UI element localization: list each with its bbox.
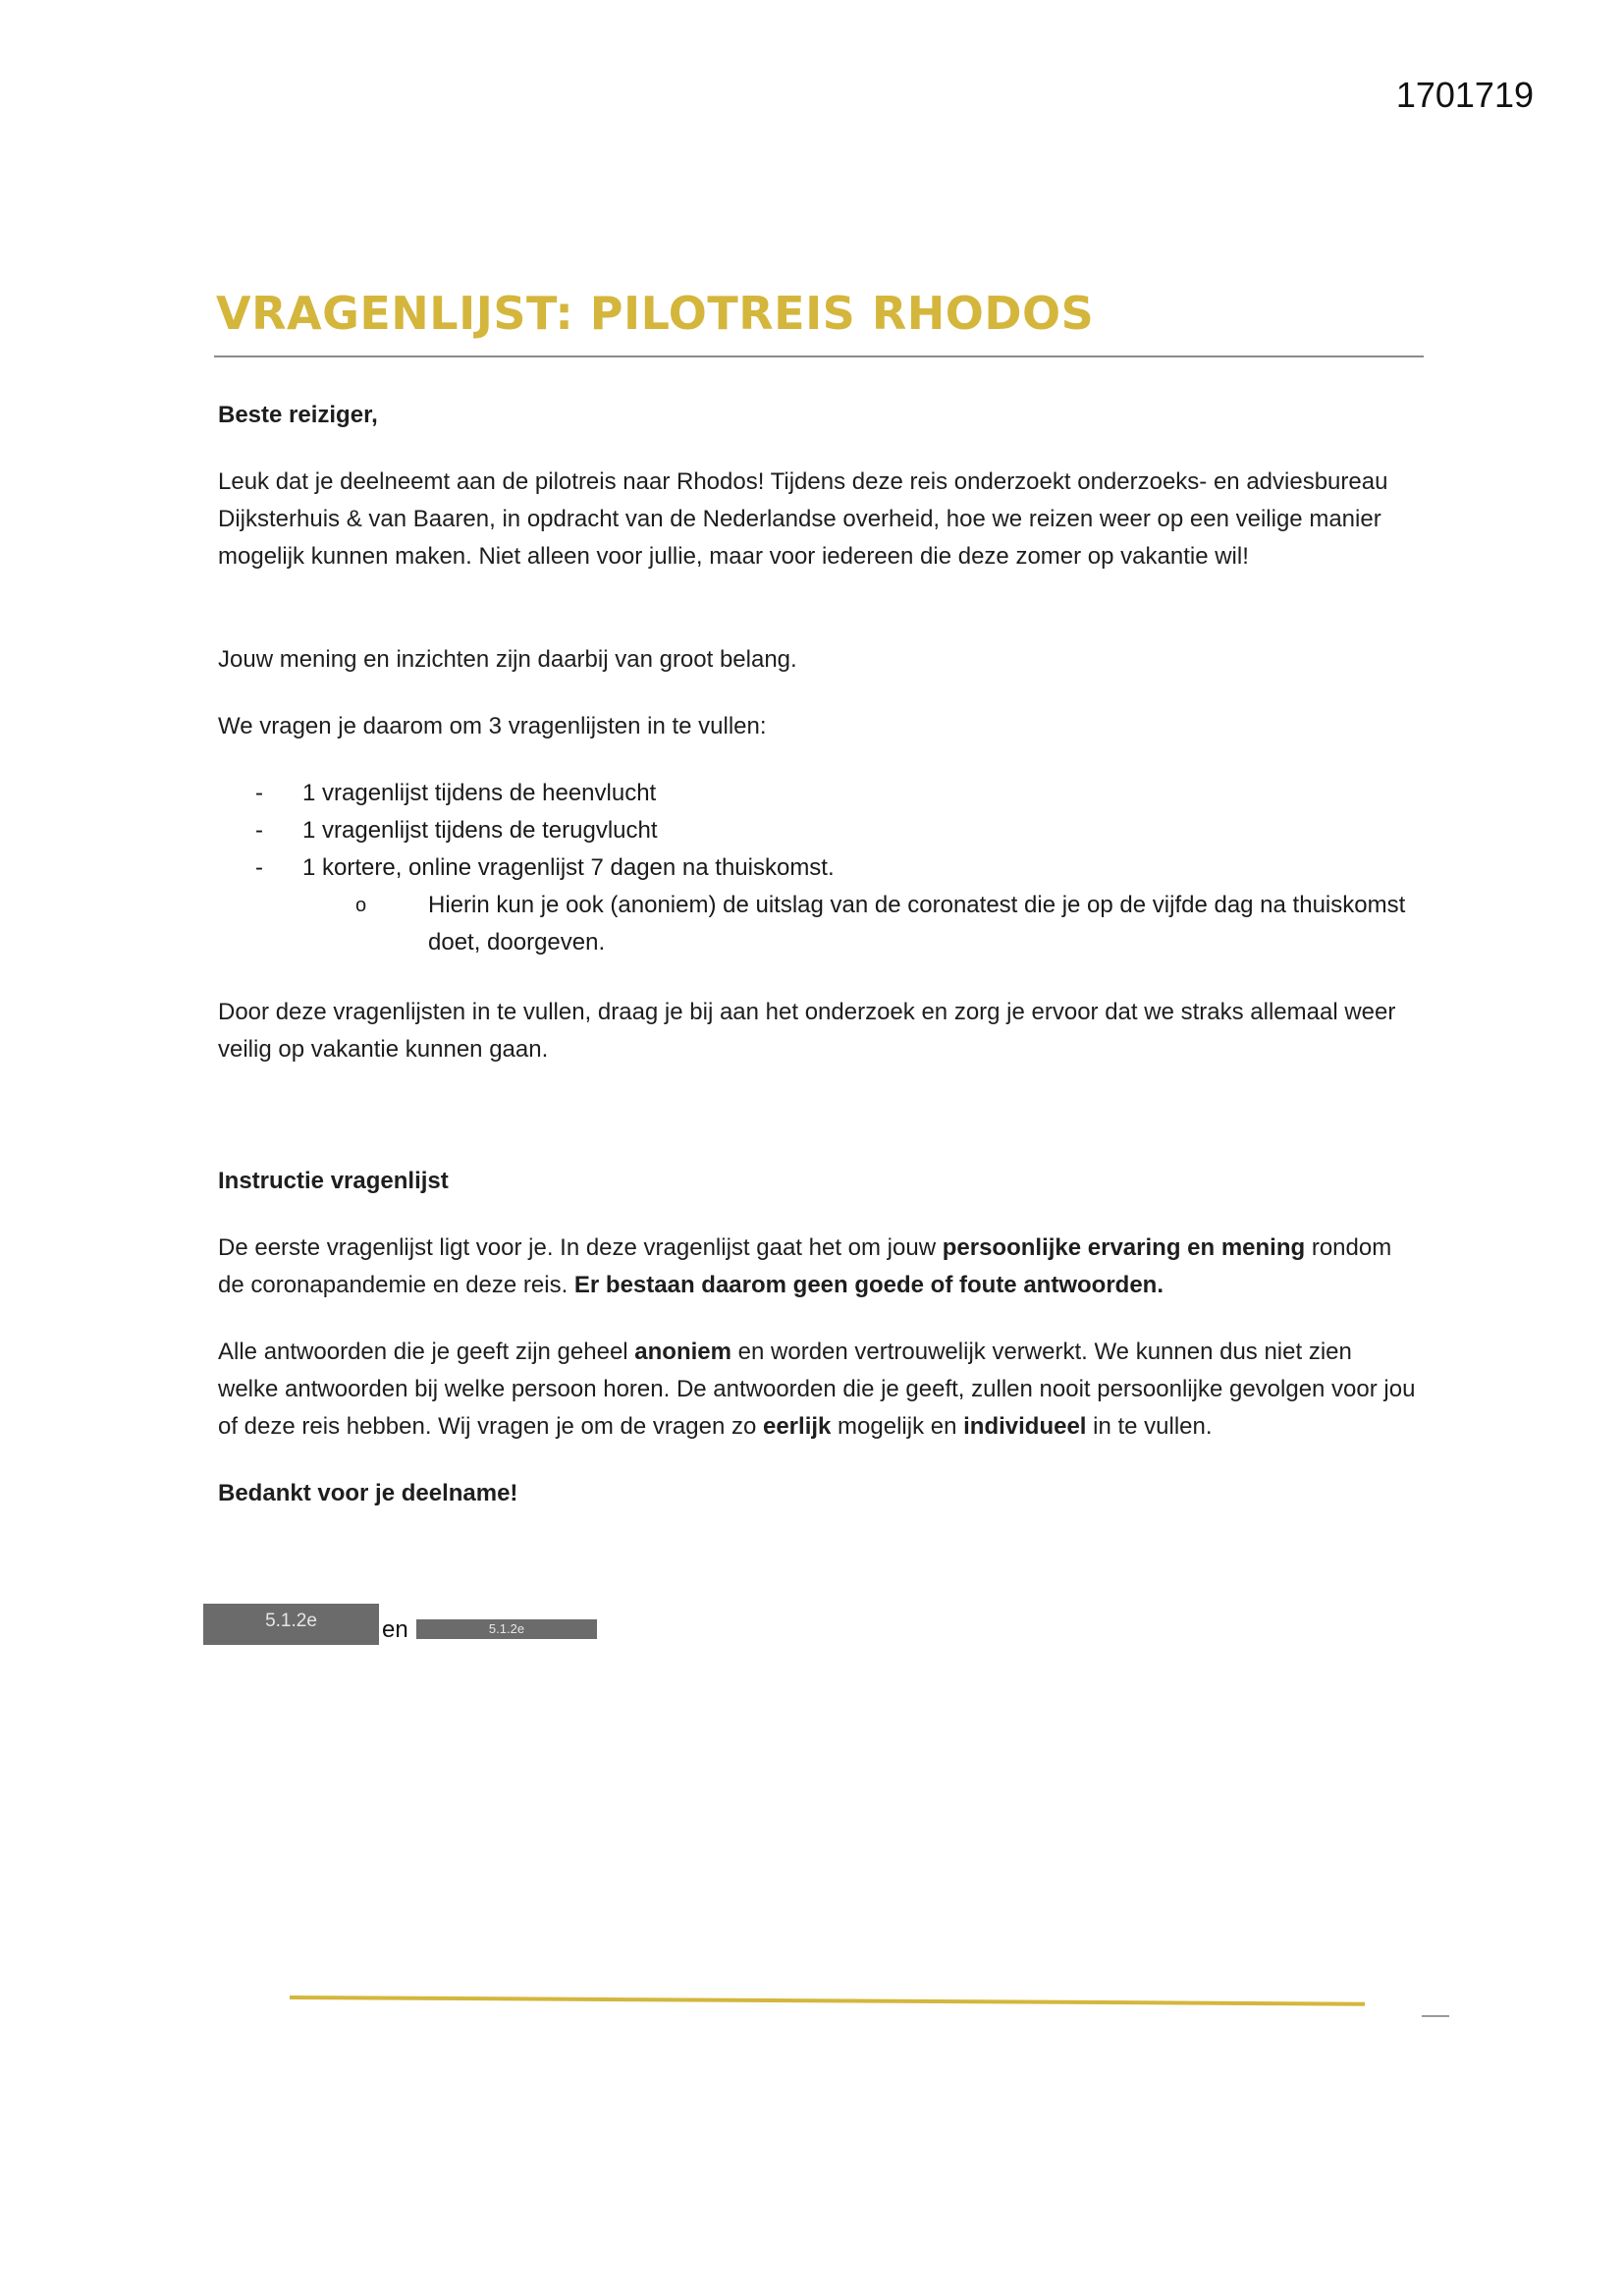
footer-divider xyxy=(290,1995,1365,2006)
instruction-heading: Instructie vragenlijst xyxy=(218,1168,449,1194)
sub-list-item xyxy=(342,887,1414,961)
text-segment: De eerste vragenlijst ligt voor je. In deze vragenlijst gaat het om jouw xyxy=(218,1234,943,1261)
text-segment: en worden vertrouwelijk verwerkt. We kunnen dus niet zien welke antwoorden bij welke persoon horen. De antwoorden die je geeft, zullen nooit persoonlijke gevolgen voor jou of deze reis hebben. Wij vragen je om de vragen zo xyxy=(218,1339,1416,1440)
signature-connector: en xyxy=(382,1616,408,1643)
text-segment: mogelijk en xyxy=(831,1413,964,1440)
text-segment: rondom de coronapandemie en deze reis. xyxy=(218,1234,1392,1298)
instruction-paragraph-2 xyxy=(218,1334,1416,1446)
greeting: Beste reiziger, xyxy=(218,402,378,428)
bold-segment: anoniem xyxy=(634,1339,731,1365)
redaction-block: 5.1.2e xyxy=(203,1604,379,1645)
text-segment: Alle antwoorden die je geeft zijn geheel xyxy=(218,1339,635,1365)
importance-paragraph: Jouw mening en inzichten zijn daarbij van groot belang. xyxy=(218,646,797,673)
list-item-text: 1 kortere, online vragenlijst 7 dagen na thuiskomst. xyxy=(302,854,835,881)
sub-list xyxy=(302,887,1414,961)
list-item-text: 1 vragenlijst tijdens de heenvlucht xyxy=(302,780,657,806)
redaction-block: 5.1.2e xyxy=(416,1619,597,1639)
dash-bullet: - xyxy=(255,780,263,806)
request-paragraph: We vragen je daarom om 3 vragenlijsten in te vullen: xyxy=(218,713,767,739)
page-number-mark xyxy=(1422,2015,1449,2017)
dash-bullet: - xyxy=(255,817,263,844)
list-item xyxy=(255,812,1414,849)
list-item xyxy=(255,775,1414,812)
questionnaire-list xyxy=(255,775,1414,961)
intro-paragraph: Leuk dat je deelneemt aan de pilotreis naar Rhodos! Tijdens deze reis onderzoekt onderzoeks- en adviesbureau Dijksterhuis & van Baaren, in opdracht van de Nederlandse overheid, hoe we reizen weer op een veilige manier mogelijk kunnen maken. Niet alleen voor jullie, maar voor iedereen die deze zomer op vakantie wil! xyxy=(218,468,1388,570)
sub-list-item-text: Hierin kun je ook (anoniem) de uitslag van de coronatest die je op de vijfde dag na thuiskomst doet, doorgeven. xyxy=(428,892,1406,956)
thanks-line: Bedankt voor je deelname! xyxy=(218,1480,518,1506)
title-divider xyxy=(214,355,1424,357)
page-title: VRAGENLIJST: PILOTREIS RHODOS xyxy=(216,287,1095,340)
bold-segment: persoonlijke ervaring en mening xyxy=(942,1234,1306,1261)
bold-segment: eerlijk xyxy=(762,1413,832,1440)
document-id: 1701719 xyxy=(1395,75,1534,115)
bold-segment: individueel xyxy=(963,1413,1087,1440)
bold-segment: Er bestaan daarom geen goede of foute antwoorden. xyxy=(573,1272,1164,1298)
list-item xyxy=(255,849,1414,961)
circle-bullet: o xyxy=(355,895,367,916)
list-item-text: 1 vragenlijst tijdens de terugvlucht xyxy=(302,817,658,844)
contribution-paragraph: Door deze vragenlijsten in te vullen, draag je bij aan het onderzoek en zorg je ervoor dat we straks allemaal weer veilig op vakantie kunnen gaan. xyxy=(218,999,1396,1063)
dash-bullet: - xyxy=(255,854,263,881)
instruction-paragraph-1 xyxy=(218,1230,1416,1304)
text-segment: in te vullen. xyxy=(1086,1413,1213,1440)
